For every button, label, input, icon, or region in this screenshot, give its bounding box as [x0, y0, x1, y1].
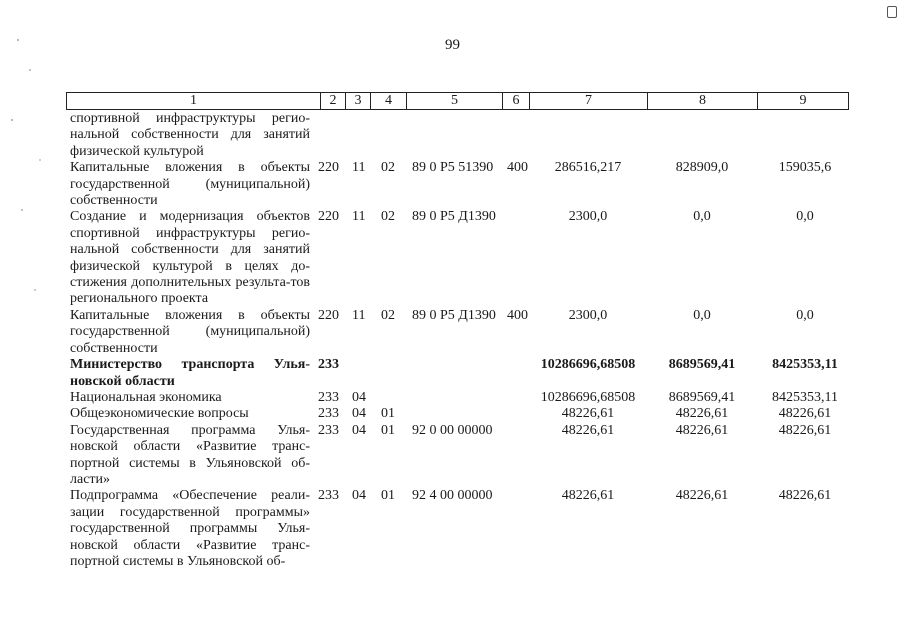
- cell-c9: 8425353,11: [772, 357, 838, 373]
- cell-c2: 233: [318, 422, 339, 438]
- cell-c2: 220: [318, 307, 339, 323]
- cell-c9: 8425353,11: [772, 389, 838, 405]
- cell-c8: 0,0: [693, 307, 711, 323]
- cell-c2: 233: [318, 389, 339, 405]
- cell-c3: 04: [352, 488, 366, 504]
- cell-c7: 48226,61: [561, 406, 615, 422]
- cell-c5: 92 0 00 00000: [412, 422, 493, 438]
- cell-c8: 48226,61: [675, 406, 729, 422]
- table-row: [0, 488, 905, 570]
- cell-c2: 233: [318, 488, 339, 504]
- header-col-4: 4: [370, 92, 406, 110]
- cell-c8: 828909,0: [675, 160, 729, 176]
- cell-c7: 2300,0: [568, 307, 608, 323]
- cell-c4: 01: [381, 488, 395, 504]
- cell-c7: 10286696,68508: [540, 357, 636, 373]
- cell-c6: 400: [507, 160, 528, 176]
- row-name: Министерство транспорта Улья-новской области: [70, 357, 310, 389]
- table-row: [0, 160, 905, 209]
- cell-c5: 89 0 P5 Д1390: [412, 307, 496, 323]
- cell-c3: 04: [352, 406, 366, 422]
- row-name: Подпрограмма «Обеспечение реали-зации государственной программы» государственной программы Улья-новской области «Развитие транс-портной системы в Ульяновской об-: [70, 488, 310, 569]
- cell-c8: 0,0: [693, 209, 711, 225]
- cell-c7: 48226,61: [561, 488, 615, 504]
- cell-c5: 89 0 P5 Д1390: [412, 209, 496, 225]
- row-name: Общеэкономические вопросы: [70, 406, 249, 422]
- cell-c8: 48226,61: [675, 422, 729, 438]
- header-col-3: 3: [345, 92, 370, 110]
- header-col-2: 2: [320, 92, 345, 110]
- header-col-8: 8: [647, 92, 757, 110]
- table-row: [0, 111, 905, 160]
- cell-c2: 220: [318, 209, 339, 225]
- cell-c2: 220: [318, 160, 339, 176]
- cell-c9: 159035,6: [778, 160, 832, 176]
- row-name: Создание и модернизация объектов спортивной инфраструктуры регио-нальной собственности для занятий физической культурой в целях до-стижения дополнительных результа-тов регионального проекта: [70, 209, 310, 307]
- cell-c2: 233: [318, 406, 339, 422]
- header-col-7: 7: [529, 92, 647, 110]
- table-body: [0, 111, 905, 570]
- cell-c4: 02: [381, 209, 395, 225]
- cell-c3: 11: [352, 307, 366, 323]
- cell-c7: 48226,61: [561, 422, 615, 438]
- cell-c9: 0,0: [796, 307, 814, 323]
- table-row: [0, 390, 905, 406]
- cell-c8: 48226,61: [675, 488, 729, 504]
- cell-c6: 400: [507, 307, 528, 323]
- table-row: [0, 406, 905, 422]
- table-row: [0, 308, 905, 357]
- cell-c7: 286516,217: [554, 160, 622, 176]
- row-name: Капитальные вложения в объекты государственной (муниципальной) собственности: [70, 307, 310, 356]
- header-col-5: 5: [406, 92, 502, 110]
- header-col-1: 1: [66, 92, 320, 110]
- cell-c3: 04: [352, 422, 366, 438]
- cell-c4: 02: [381, 160, 395, 176]
- header-col-9: 9: [757, 92, 849, 110]
- cell-c3: 11: [352, 160, 366, 176]
- cell-c4: 02: [381, 307, 395, 323]
- header-col-6: 6: [502, 92, 529, 110]
- row-name: Капитальные вложения в объекты государственной (муниципальной) собственности: [70, 160, 310, 209]
- cell-c5: 92 4 00 00000: [412, 488, 493, 504]
- cell-c7: 10286696,68508: [540, 389, 636, 405]
- cell-c4: 01: [381, 422, 395, 438]
- cell-c9: 48226,61: [778, 422, 832, 438]
- cell-c9: 48226,61: [778, 488, 832, 504]
- cell-c3: 11: [352, 209, 366, 225]
- row-name: Национальная экономика: [70, 389, 222, 405]
- cell-c7: 2300,0: [568, 209, 608, 225]
- cell-c8: 8689569,41: [668, 389, 736, 405]
- table-row: [0, 423, 905, 489]
- cell-c5: 89 0 P5 51390: [412, 160, 494, 176]
- row-name: Государственная программа Улья-новской области «Развитие транс-портной системы в Ульяновской об-ласти»: [70, 422, 310, 487]
- cell-c2: 233: [318, 357, 339, 373]
- cell-c3: 04: [352, 389, 366, 405]
- row-name: спортивной инфраструктуры регио-нальной собственности для занятий физической культурой: [70, 111, 310, 159]
- table-row: [0, 209, 905, 307]
- cell-c9: 0,0: [796, 209, 814, 225]
- cell-c4: 01: [381, 406, 395, 422]
- table-row: [0, 357, 905, 390]
- scan-corner-mark: [887, 6, 897, 18]
- cell-c8: 8689569,41: [668, 357, 736, 373]
- cell-c9: 48226,61: [778, 406, 832, 422]
- page-number: 99: [445, 37, 460, 53]
